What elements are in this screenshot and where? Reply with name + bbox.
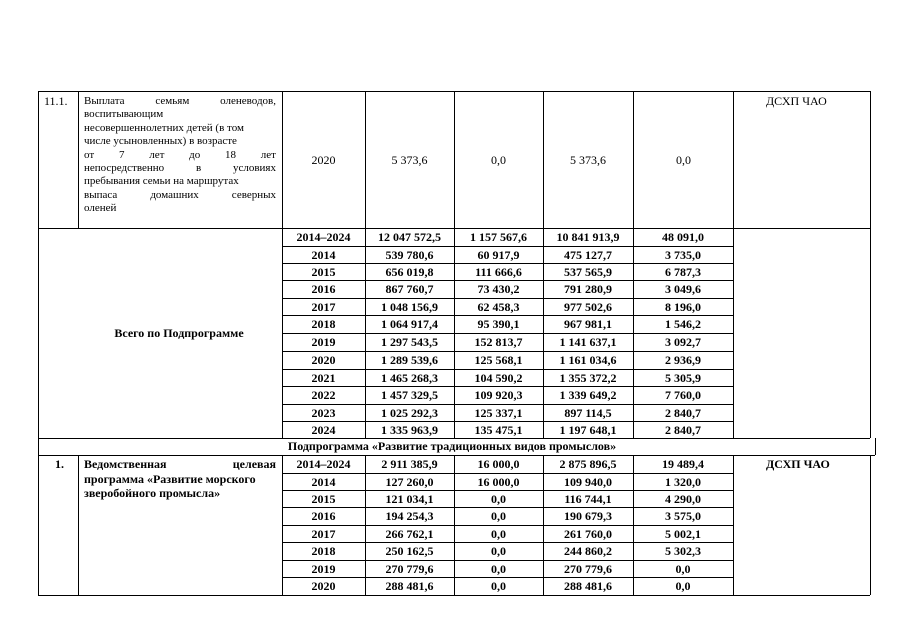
cell-executor: ДСХП ЧАО xyxy=(766,457,830,471)
description-word: выпаса xyxy=(84,188,118,201)
description-line xyxy=(84,175,276,188)
cell-year: 2018 xyxy=(311,317,336,331)
grid-line xyxy=(870,455,871,595)
cell-executor: ДСХП ЧАО xyxy=(766,94,827,108)
cell-federal: 0,0 xyxy=(491,579,506,593)
cell-other: 7 760,0 xyxy=(665,388,701,402)
description-line xyxy=(84,95,276,108)
description-word: несовершеннолетних детей (в том xyxy=(84,121,244,134)
grid-line xyxy=(282,369,733,370)
cell-other: 3 049,6 xyxy=(665,282,701,296)
cell-other: 6 787,3 xyxy=(665,265,701,279)
grid-line xyxy=(282,560,733,561)
cell-federal: 62 458,3 xyxy=(477,300,520,314)
cell-regional: 5 373,6 xyxy=(570,153,606,167)
description-word: зверобойного промысла» xyxy=(84,486,221,501)
description-word: условиях xyxy=(232,162,276,175)
cell-regional: 791 280,9 xyxy=(564,282,612,296)
cell-total: 1 064 917,4 xyxy=(381,317,438,331)
grid-line xyxy=(282,246,733,247)
cell-total: 250 162,5 xyxy=(385,544,434,558)
cell-other: 3 092,7 xyxy=(665,335,701,349)
grid-line xyxy=(282,421,733,422)
cell-federal: 95 390,1 xyxy=(477,317,520,331)
description-line xyxy=(84,122,276,135)
total-label: Всего по Подпрограмме xyxy=(114,326,244,340)
cell-total: 121 034,1 xyxy=(385,492,434,506)
cell-other: 3 575,0 xyxy=(665,509,701,523)
cell-regional: 1 161 034,6 xyxy=(559,353,617,367)
cell-federal: 0,0 xyxy=(491,153,506,167)
cell-other: 8 196,0 xyxy=(665,300,701,314)
cell-total: 539 780,6 xyxy=(385,248,434,262)
description-word: оленеводов, xyxy=(220,95,276,107)
cell-total: 1 289 539,6 xyxy=(381,353,438,367)
cell-total: 1 025 292,3 xyxy=(381,406,438,420)
cell-total: 12 047 572,5 xyxy=(378,230,441,244)
description-word: лет xyxy=(260,148,276,161)
cell-total: 1 048 156,9 xyxy=(381,300,438,314)
grid-line xyxy=(733,455,734,595)
description-word: числе усыновленных) в возрасте xyxy=(84,135,237,148)
cell-regional: 897 114,5 xyxy=(564,406,612,420)
description-line xyxy=(84,108,276,121)
cell-federal: 135 475,1 xyxy=(474,423,523,437)
grid-line xyxy=(282,473,733,474)
cell-total: 1 457 329,5 xyxy=(381,388,438,402)
description-word: 18 xyxy=(225,148,237,161)
description-word: от xyxy=(84,148,95,161)
description-word: целевая xyxy=(232,457,276,471)
description-line xyxy=(84,149,276,162)
grid-line xyxy=(875,438,876,455)
cell-other: 3 735,0 xyxy=(665,248,701,262)
cell-year: 2017 xyxy=(311,527,336,541)
cell-regional: 1 355 372,2 xyxy=(559,371,617,385)
grid-line xyxy=(733,91,734,438)
grid-line xyxy=(78,91,79,228)
description-word: домашних xyxy=(150,188,199,201)
description-word: до xyxy=(189,148,201,161)
cell-other: 0,0 xyxy=(675,579,691,593)
cell-other: 2 936,9 xyxy=(665,353,701,367)
cell-other: 19 489,4 xyxy=(662,457,704,471)
cell-federal: 104 590,2 xyxy=(474,371,523,385)
grid-line xyxy=(282,280,733,281)
description-word: 7 xyxy=(118,148,125,161)
cell-federal: 0,0 xyxy=(491,509,506,523)
cell-regional: 261 760,0 xyxy=(564,527,612,541)
cell-regional: 190 679,3 xyxy=(564,509,612,523)
description-word: семьям xyxy=(155,95,190,107)
description-line xyxy=(84,486,276,501)
grid-line xyxy=(282,404,733,405)
cell-other: 4 290,0 xyxy=(665,492,701,506)
cell-federal: 0,0 xyxy=(491,492,506,506)
description-line xyxy=(84,189,276,202)
cell-other: 5 002,1 xyxy=(665,527,701,541)
cell-year: 2020 xyxy=(311,579,336,593)
cell-federal: 73 430,2 xyxy=(477,282,520,296)
cell-year: 2017 xyxy=(311,300,336,314)
cell-year: 2021 xyxy=(311,371,336,385)
grid-line xyxy=(870,91,871,438)
row-number: 1. xyxy=(55,457,64,471)
cell-year: 2023 xyxy=(311,406,336,420)
cell-total: 270 779,6 xyxy=(385,562,434,576)
grid-line xyxy=(282,577,733,578)
cell-regional: 1 141 637,1 xyxy=(559,335,617,349)
cell-total: 5 373,6 xyxy=(391,153,428,167)
description-word: в xyxy=(195,162,202,175)
cell-federal: 109 920,3 xyxy=(474,388,523,402)
cell-total: 1 465 268,3 xyxy=(381,371,438,385)
cell-federal: 125 568,1 xyxy=(474,353,523,367)
cell-regional: 977 502,6 xyxy=(564,300,612,314)
grid-line xyxy=(282,333,733,334)
cell-total: 1 335 963,9 xyxy=(381,423,438,437)
cell-year: 2018 xyxy=(311,544,336,558)
description-word: Выплата xyxy=(84,95,125,107)
cell-total: 2 911 385,9 xyxy=(381,457,438,471)
cell-total: 266 762,1 xyxy=(385,527,434,541)
description-word: лет xyxy=(149,148,165,161)
cell-year: 2014–2024 xyxy=(296,230,351,244)
cell-regional: 537 565,9 xyxy=(564,265,612,279)
cell-other: 48 091,0 xyxy=(662,230,704,244)
grid-line xyxy=(282,542,733,543)
grid-line xyxy=(282,386,733,387)
cell-regional: 116 744,1 xyxy=(564,492,612,506)
cell-regional: 2 875 896,5 xyxy=(559,457,617,471)
cell-regional: 288 481,6 xyxy=(564,579,612,593)
cell-regional: 244 860,2 xyxy=(564,544,612,558)
cell-regional: 475 127,7 xyxy=(564,248,612,262)
grid-line xyxy=(282,525,733,526)
cell-year: 2020 xyxy=(311,153,336,167)
cell-year: 2024 xyxy=(311,423,336,437)
cell-total: 288 481,6 xyxy=(385,579,434,593)
description-line xyxy=(84,162,276,175)
cell-regional: 967 981,1 xyxy=(564,317,612,331)
cell-federal: 16 000,0 xyxy=(477,475,520,489)
grid-line xyxy=(38,595,870,596)
cell-federal: 0,0 xyxy=(491,527,506,541)
cell-total: 656 019,8 xyxy=(385,265,434,279)
cell-year: 2019 xyxy=(311,562,336,576)
cell-federal: 111 666,6 xyxy=(475,265,522,279)
grid-line xyxy=(282,507,733,508)
cell-regional: 1 339 649,2 xyxy=(559,388,617,402)
cell-other: 5 302,3 xyxy=(665,544,701,558)
description-word: Ведомственная xyxy=(84,457,167,471)
cell-year: 2022 xyxy=(311,388,336,402)
grid-line xyxy=(78,455,79,595)
description-line xyxy=(84,135,276,148)
grid-line xyxy=(38,455,875,456)
cell-year: 2015 xyxy=(311,492,336,506)
cell-year: 2016 xyxy=(311,509,336,523)
cell-federal: 125 337,1 xyxy=(474,406,523,420)
description-line xyxy=(84,472,276,487)
description-word: программа «Развитие морского xyxy=(84,471,256,486)
grid-line xyxy=(38,91,39,595)
cell-regional: 109 940,0 xyxy=(564,475,612,489)
cell-federal: 152 813,7 xyxy=(474,335,523,349)
description-word: оленей xyxy=(84,202,117,215)
description-line xyxy=(84,457,276,472)
description-line xyxy=(84,202,276,215)
cell-other: 2 840,7 xyxy=(665,406,701,420)
description-word: непосредственно xyxy=(84,162,165,175)
row-description xyxy=(84,95,276,216)
cell-regional: 1 197 648,1 xyxy=(559,423,617,437)
cell-year: 2015 xyxy=(311,265,336,279)
cell-other: 2 840,7 xyxy=(665,423,701,437)
cell-other: 0,0 xyxy=(675,562,691,576)
cell-total: 867 760,7 xyxy=(385,282,434,296)
description-word: воспитывающим xyxy=(84,108,164,121)
cell-other: 5 305,9 xyxy=(665,371,701,385)
cell-federal: 0,0 xyxy=(491,544,506,558)
cell-total: 194 254,3 xyxy=(385,509,434,523)
grid-line xyxy=(282,298,733,299)
cell-other: 0,0 xyxy=(676,153,691,167)
cell-federal: 16 000,0 xyxy=(477,457,520,471)
grid-line xyxy=(282,490,733,491)
grid-line xyxy=(282,263,733,264)
cell-regional: 270 779,6 xyxy=(564,562,612,576)
grid-line xyxy=(282,315,733,316)
cell-total: 127 260,0 xyxy=(385,475,434,489)
cell-year: 2019 xyxy=(311,335,336,349)
cell-year: 2014 xyxy=(311,248,336,262)
row-description xyxy=(84,457,276,501)
cell-other: 1 320,0 xyxy=(665,475,701,489)
cell-federal: 1 157 567,6 xyxy=(470,230,527,244)
grid-line xyxy=(282,351,733,352)
cell-total: 1 297 543,5 xyxy=(381,335,438,349)
cell-year: 2014 xyxy=(311,475,336,489)
description-word: северных xyxy=(231,188,276,201)
cell-other: 1 546,2 xyxy=(665,317,701,331)
cell-regional: 10 841 913,9 xyxy=(556,230,620,244)
description-word: пребывания семьи на маршрутах xyxy=(84,175,239,188)
cell-year: 2016 xyxy=(311,282,336,296)
cell-federal: 60 917,9 xyxy=(477,248,520,262)
row-number: 11.1. xyxy=(44,94,68,108)
cell-year: 2020 xyxy=(311,353,336,367)
subprogram-header: Подпрограмма «Развитие традиционных видов промыслов» xyxy=(287,439,617,453)
cell-federal: 0,0 xyxy=(491,562,506,576)
cell-year: 2014–2024 xyxy=(296,457,351,471)
